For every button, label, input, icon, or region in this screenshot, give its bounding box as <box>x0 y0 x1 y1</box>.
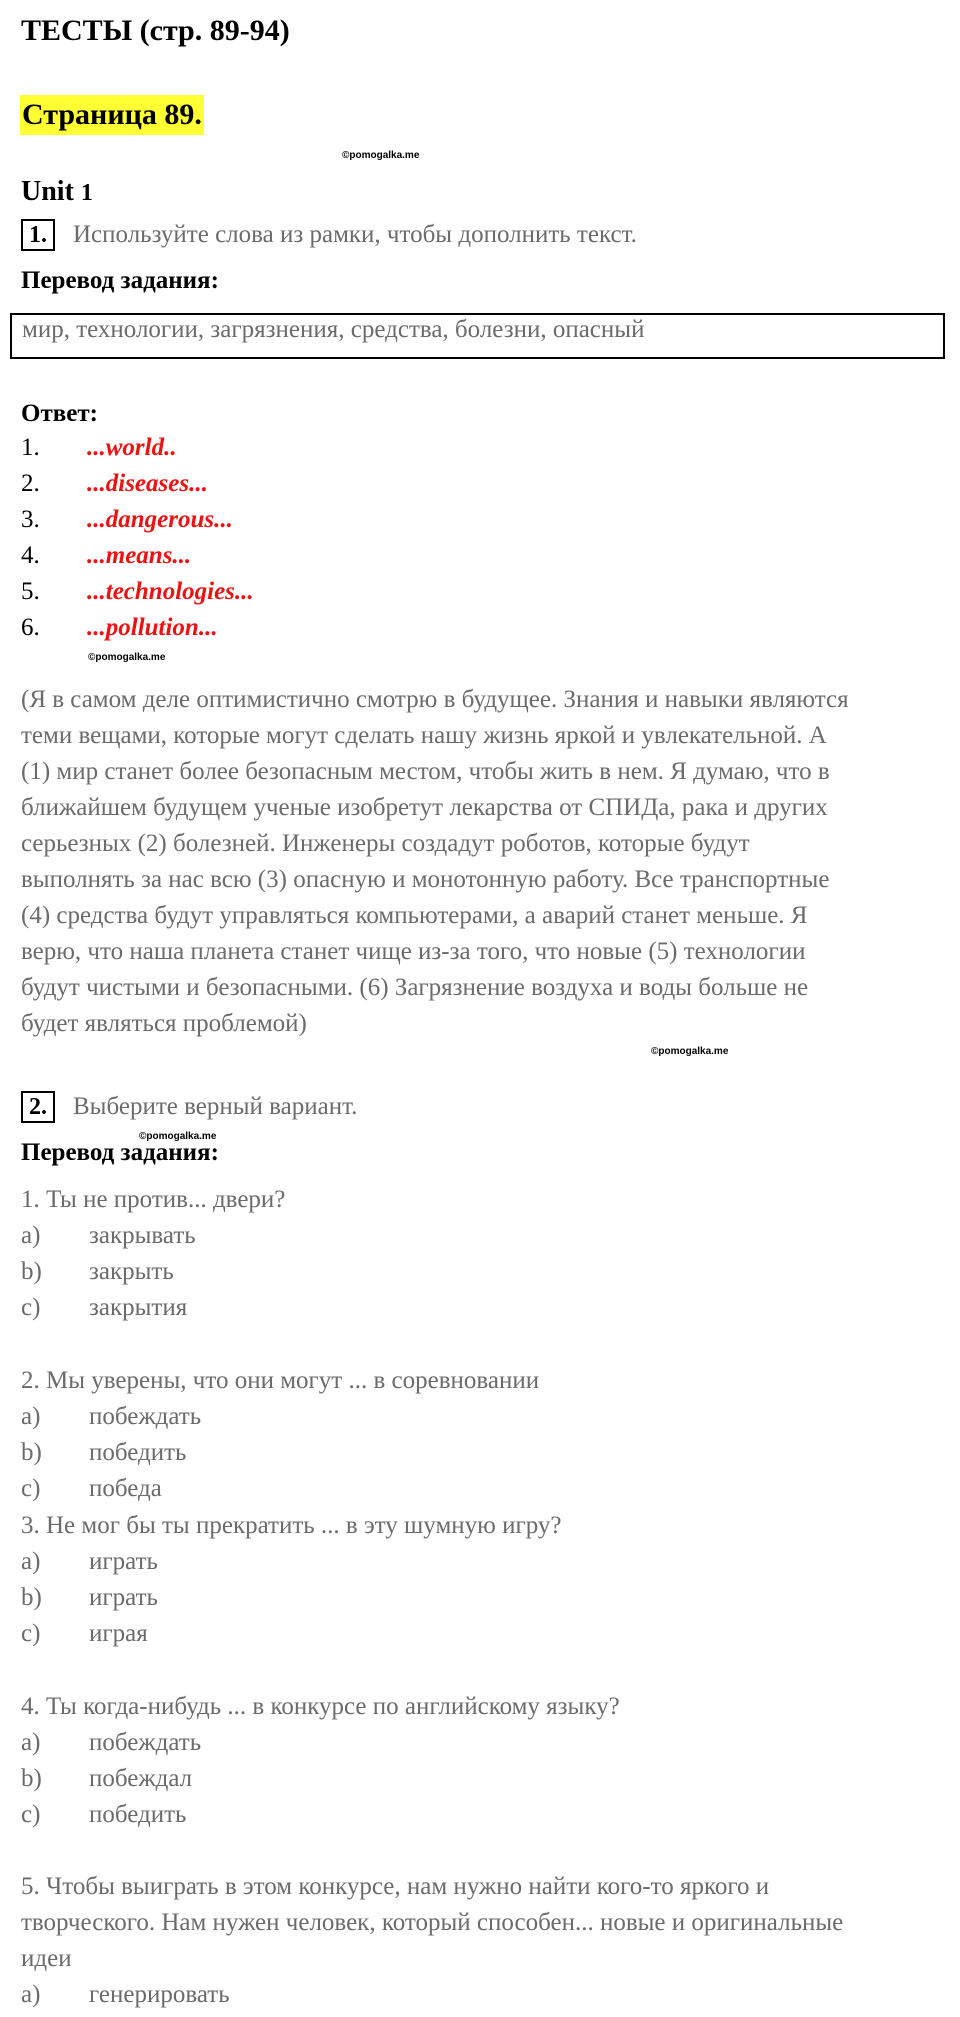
option <box>21 1729 620 1765</box>
question-text: 4. Ты когда-нибудь ... в конкурсе по английскому языку? <box>21 1693 620 1720</box>
answer-word: ...means... <box>87 542 192 569</box>
option <box>21 1801 620 1837</box>
paragraph-line: будут чистыми и безопасными. (6) Загрязнение воздуха и воды больше не <box>21 974 809 1001</box>
answer-word: ...technologies... <box>87 578 254 605</box>
unit-word: Unit <box>21 176 74 207</box>
task-2-header <box>21 1091 357 1123</box>
option-text: играть <box>89 1584 158 1611</box>
answer-number: 4. <box>21 542 40 569</box>
option <box>21 1981 843 2017</box>
word-box: мир, технологии, загрязнения, средства, болезни, опасный <box>10 313 945 359</box>
unit-heading <box>21 176 93 208</box>
option-text: играя <box>89 1620 148 1647</box>
option <box>21 1765 620 1801</box>
answer-word: ...pollution... <box>87 614 218 641</box>
task-2-instruction: Выберите верный вариант. <box>73 1093 358 1120</box>
question-text: 1. Ты не против... двери? <box>21 1186 286 1213</box>
paragraph-line: выполнять за нас всю (3) опасную и монотонную работу. Все транспортные <box>21 866 830 893</box>
answer-item <box>21 614 254 650</box>
option-text: закрывать <box>89 1222 196 1249</box>
answer-list <box>21 434 254 650</box>
answer-word: ...world.. <box>87 434 177 461</box>
paragraph-line: (Я в самом деле оптимистично смотрю в будущее. Знания и навыки являются <box>21 686 849 713</box>
option-text: генерировать <box>89 1981 230 2008</box>
option-letter: a) <box>21 1403 41 1430</box>
task-2-number: 2. <box>21 1091 55 1123</box>
paragraph-line: (4) средства будут управляться компьютерами, а аварий станет меньше. Я <box>21 902 808 929</box>
option <box>21 1222 285 1258</box>
paragraph-line: (1) мир станет более безопасным местом, чтобы жить в нем. Я думаю, что в <box>21 758 830 785</box>
option-letter: a) <box>21 1222 41 1249</box>
answer-number: 3. <box>21 506 40 533</box>
option-letter: c) <box>21 1475 41 1502</box>
question-block <box>21 1186 285 1330</box>
question-block <box>21 1693 620 1837</box>
option-letter: b) <box>21 1258 42 1285</box>
option-text: побеждать <box>89 1403 202 1430</box>
option-text: победа <box>89 1475 162 1502</box>
answer-number: 6. <box>21 614 40 641</box>
option-text: играть <box>89 1548 158 1575</box>
option-letter: c) <box>21 1620 41 1647</box>
watermark: ©pomogalka.me <box>88 652 166 663</box>
option-letter: a) <box>21 1729 41 1756</box>
paragraph-line: верю, что наша планета станет чище из-за того, что новые (5) технологии <box>21 938 806 965</box>
paragraph-line: ближайшем будущем ученые изобретут лекарства от СПИДа, рака и других <box>21 794 828 821</box>
translation-paragraph <box>21 686 946 1046</box>
option-letter: a) <box>21 1548 41 1575</box>
option <box>21 1294 285 1330</box>
question-block <box>21 1873 843 2017</box>
answer-item <box>21 578 254 614</box>
watermark: ©pomogalka.me <box>342 150 420 161</box>
option-text: победить <box>89 1439 187 1466</box>
option <box>21 1258 285 1294</box>
option-letter: c) <box>21 1801 41 1828</box>
answer-label: Ответ: <box>21 400 98 427</box>
question-text: 5. Чтобы выиграть в этом конкурсе, нам нужно найти кого-то яркого и <box>21 1873 770 1900</box>
page-number-heading: Страница 89. <box>20 95 204 135</box>
question-text: 2. Мы уверены, что они могут ... в соревновании <box>21 1367 540 1394</box>
option-text: закрытия <box>89 1294 188 1321</box>
answer-word: ...dangerous... <box>87 506 233 533</box>
task-1-instruction: Используйте слова из рамки, чтобы дополнить текст. <box>73 221 637 248</box>
question-text: идеи <box>21 1945 72 1972</box>
option <box>21 1439 539 1475</box>
task-1-header <box>21 219 637 251</box>
question-block <box>21 1512 562 1656</box>
option <box>21 1620 562 1656</box>
question-block <box>21 1367 539 1511</box>
answer-number: 5. <box>21 578 40 605</box>
page-title: ТЕСТЫ (стр. 89-94) <box>21 14 290 47</box>
option-letter: b) <box>21 1765 42 1792</box>
task-1-translation-label: Перевод задания: <box>21 267 219 294</box>
answer-item <box>21 470 254 506</box>
option-letter: b) <box>21 1439 42 1466</box>
answer-number: 2. <box>21 470 40 497</box>
paragraph-line: серьезных (2) болезней. Инженеры создадут роботов, которые будут <box>21 830 750 857</box>
watermark: ©pomogalka.me <box>651 1046 729 1057</box>
answer-item <box>21 542 254 578</box>
option-letter: c) <box>21 1294 41 1321</box>
option-text: закрыть <box>89 1258 174 1285</box>
option-letter: b) <box>21 1584 42 1611</box>
option <box>21 1548 562 1584</box>
task-2-translation-label: Перевод задания: <box>21 1139 219 1166</box>
answer-word: ...diseases... <box>87 470 208 497</box>
option-text: побеждал <box>89 1765 193 1792</box>
answer-number: 1. <box>21 434 40 461</box>
option-text: побеждать <box>89 1729 202 1756</box>
question-text: творческого. Нам нужен человек, который способен... новые и оригинальные <box>21 1909 844 1936</box>
option-letter: a) <box>21 1981 41 2008</box>
question-text: 3. Не мог бы ты прекратить ... в эту шумную игру? <box>21 1512 562 1539</box>
option <box>21 1584 562 1620</box>
answer-item <box>21 434 254 470</box>
task-1-number: 1. <box>21 219 55 251</box>
answer-item <box>21 506 254 542</box>
option <box>21 1403 539 1439</box>
paragraph-line: будет являться проблемой) <box>21 1010 307 1037</box>
option <box>21 1475 539 1511</box>
unit-number: 1 <box>80 180 93 206</box>
paragraph-line: теми вещами, которые могут сделать нашу жизнь яркой и увлекательной. А <box>21 722 827 749</box>
watermark: ©pomogalka.me <box>139 1131 217 1142</box>
option-text: победить <box>89 1801 187 1828</box>
